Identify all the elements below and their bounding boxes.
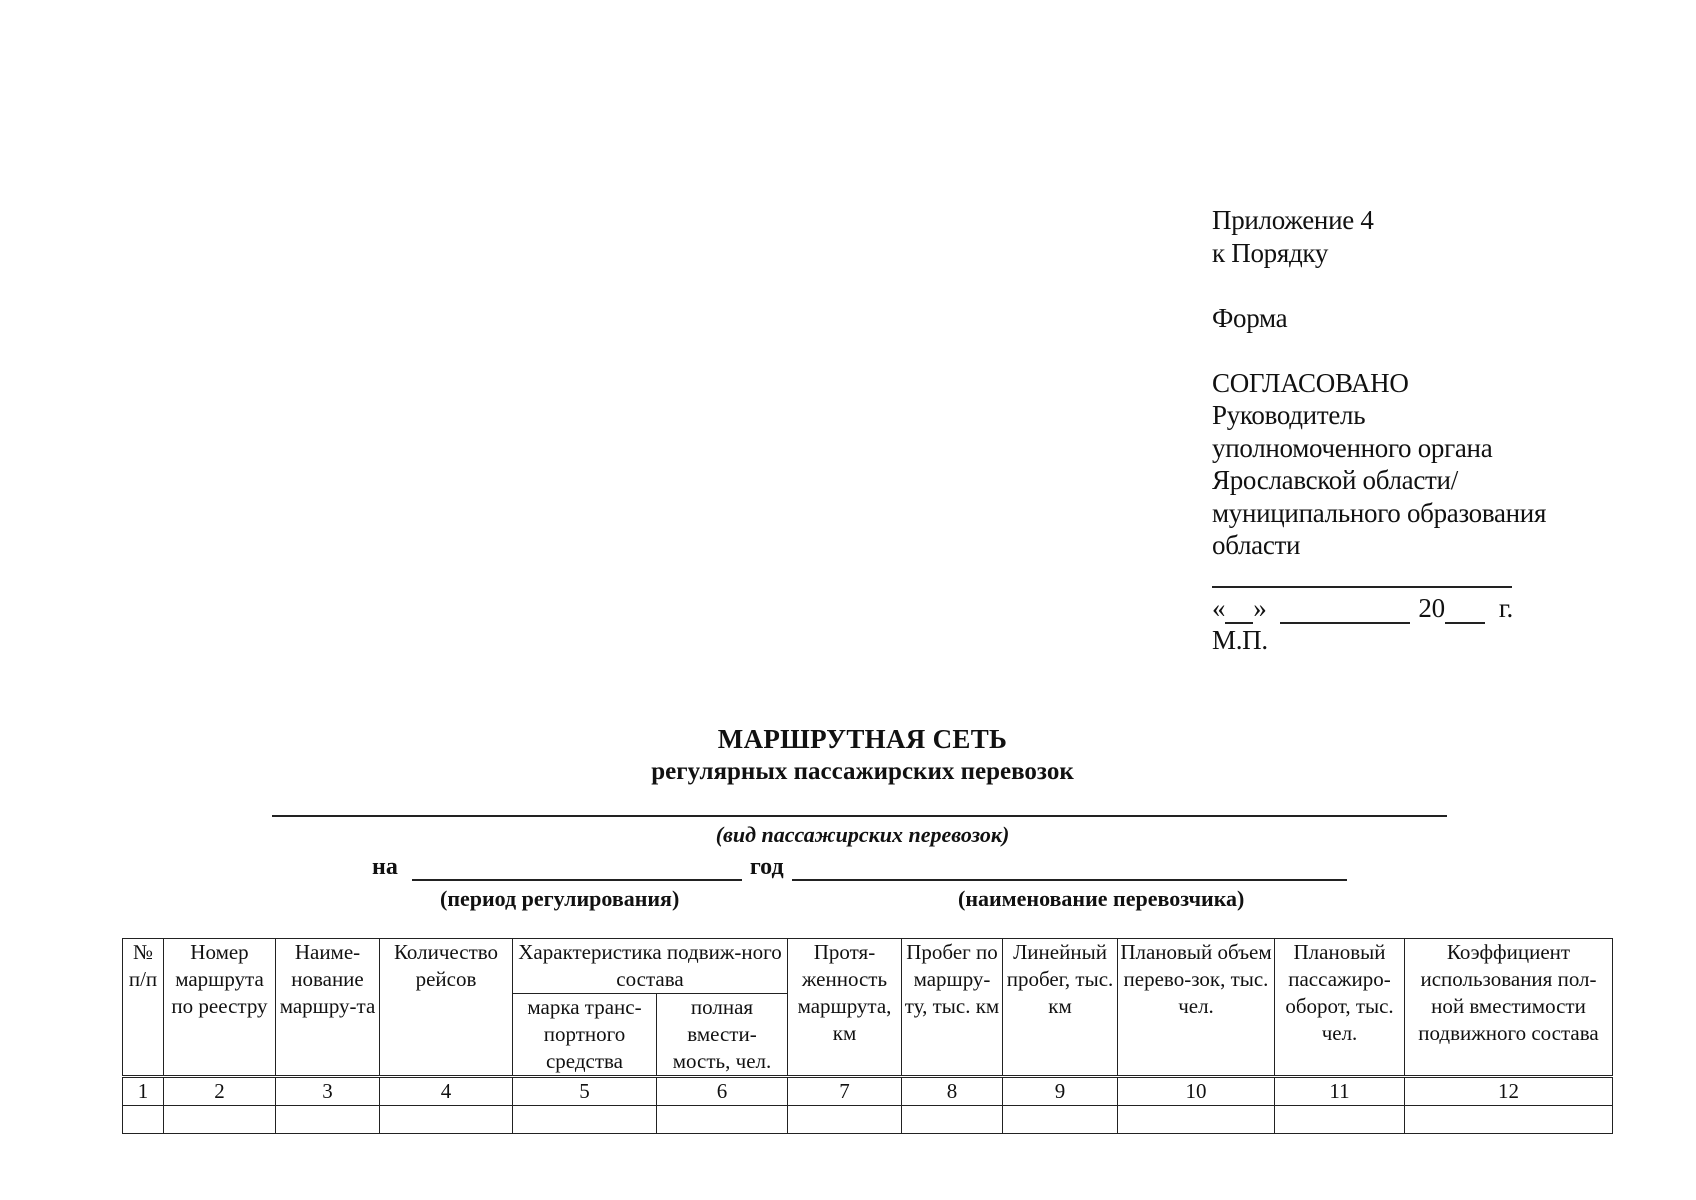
header-row-number: № п/п — [123, 939, 164, 1077]
header-route-number: Номер маршрута по реестру — [164, 939, 276, 1077]
route-network-table — [122, 938, 1613, 1134]
period-carrier-row — [372, 853, 1347, 881]
header-route-name: Наиме-нование маршру-та — [276, 939, 380, 1077]
header-vehicle-brand: марка транс-портного средства — [513, 994, 657, 1077]
column-number: 6 — [657, 1077, 788, 1106]
header-planned-turnover: Плановый пассажиро-оборот, тыс. чел. — [1275, 939, 1405, 1077]
column-number: 12 — [1405, 1077, 1613, 1106]
approver-role-line: области — [1212, 530, 1301, 560]
period-blank[interactable] — [412, 853, 742, 881]
quote-close: » — [1253, 592, 1267, 623]
column-number: 8 — [902, 1077, 1003, 1106]
table-cell[interactable] — [164, 1106, 276, 1134]
column-number: 2 — [164, 1077, 276, 1106]
approver-role-line: муниципального образования — [1212, 497, 1547, 528]
transport-kind-blank[interactable] — [272, 815, 1447, 817]
carrier-blank[interactable] — [792, 853, 1347, 881]
quote-open: « — [1212, 592, 1226, 623]
column-number: 5 — [513, 1077, 657, 1106]
signature-line[interactable] — [1212, 562, 1512, 588]
column-number: 11 — [1275, 1077, 1405, 1106]
appendix-block — [1212, 204, 1546, 657]
year-prefix: 20 — [1418, 592, 1445, 623]
header-route-mileage: Пробег по маршру-ту, тыс. км — [902, 939, 1003, 1077]
stamp-label: М.П. — [1212, 625, 1268, 655]
table-cell[interactable] — [1118, 1106, 1275, 1134]
column-number: 10 — [1118, 1077, 1275, 1106]
table-cell[interactable] — [1275, 1106, 1405, 1134]
header-route-length: Протя-женность маршрута, км — [788, 939, 902, 1077]
appendix-title: Приложение 4 — [1212, 205, 1374, 235]
document-subtitle: регулярных пассажирских перевозок — [651, 758, 1074, 785]
table-row — [123, 1106, 1613, 1134]
header-planned-volume: Плановый объем перево-зок, тыс. чел. — [1118, 939, 1275, 1077]
document-title: МАРШРУТНАЯ СЕТЬ — [717, 724, 1008, 754]
period-caption: (период регулирования) — [440, 886, 680, 911]
header-full-capacity: полная вмести-мость, чел. — [657, 994, 788, 1077]
column-number: 7 — [788, 1077, 902, 1106]
approver-role-line: Ярославской области/ — [1212, 465, 1458, 495]
table-cell[interactable] — [1405, 1106, 1613, 1134]
approver-role-line: уполномоченного органа — [1212, 432, 1493, 463]
table-cell[interactable] — [123, 1106, 164, 1134]
header-capacity-coefficient: Коэффициент использования пол-ной вместимости подвижного состава — [1405, 939, 1613, 1077]
year-blank[interactable] — [1445, 596, 1485, 624]
column-number: 3 — [276, 1077, 380, 1106]
transport-kind-caption: (вид пассажирских перевозок) — [715, 822, 1010, 847]
table-cell[interactable] — [276, 1106, 380, 1134]
table-cell[interactable] — [1003, 1106, 1118, 1134]
column-number: 4 — [380, 1077, 513, 1106]
column-number: 9 — [1003, 1077, 1118, 1106]
column-number: 1 — [123, 1077, 164, 1106]
month-blank[interactable] — [1280, 596, 1410, 624]
table-cell[interactable] — [657, 1106, 788, 1134]
carrier-caption: (наименование перевозчика) — [958, 886, 1245, 911]
approver-role-line: Руководитель — [1212, 400, 1366, 430]
table-cell[interactable] — [513, 1106, 657, 1134]
form-label: Форма — [1212, 302, 1288, 333]
table-cell[interactable] — [380, 1106, 513, 1134]
approval-date-row — [1212, 592, 1546, 625]
column-number-row — [123, 1077, 1613, 1106]
header-line-mileage: Линейный пробег, тыс. км — [1003, 939, 1118, 1077]
header-rolling-stock: Характеристика подвиж-ного состава — [513, 939, 788, 994]
appendix-subtitle: к Порядку — [1212, 237, 1329, 268]
table-cell[interactable] — [788, 1106, 902, 1134]
year-suffix: г. — [1498, 592, 1513, 623]
year-label: год — [749, 854, 784, 880]
na-label: на — [372, 854, 398, 880]
table-cell[interactable] — [902, 1106, 1003, 1134]
day-blank[interactable] — [1225, 596, 1253, 624]
header-trips-count: Количество рейсов — [380, 939, 513, 1077]
approved-label: СОГЛАСОВАНО — [1212, 367, 1409, 398]
